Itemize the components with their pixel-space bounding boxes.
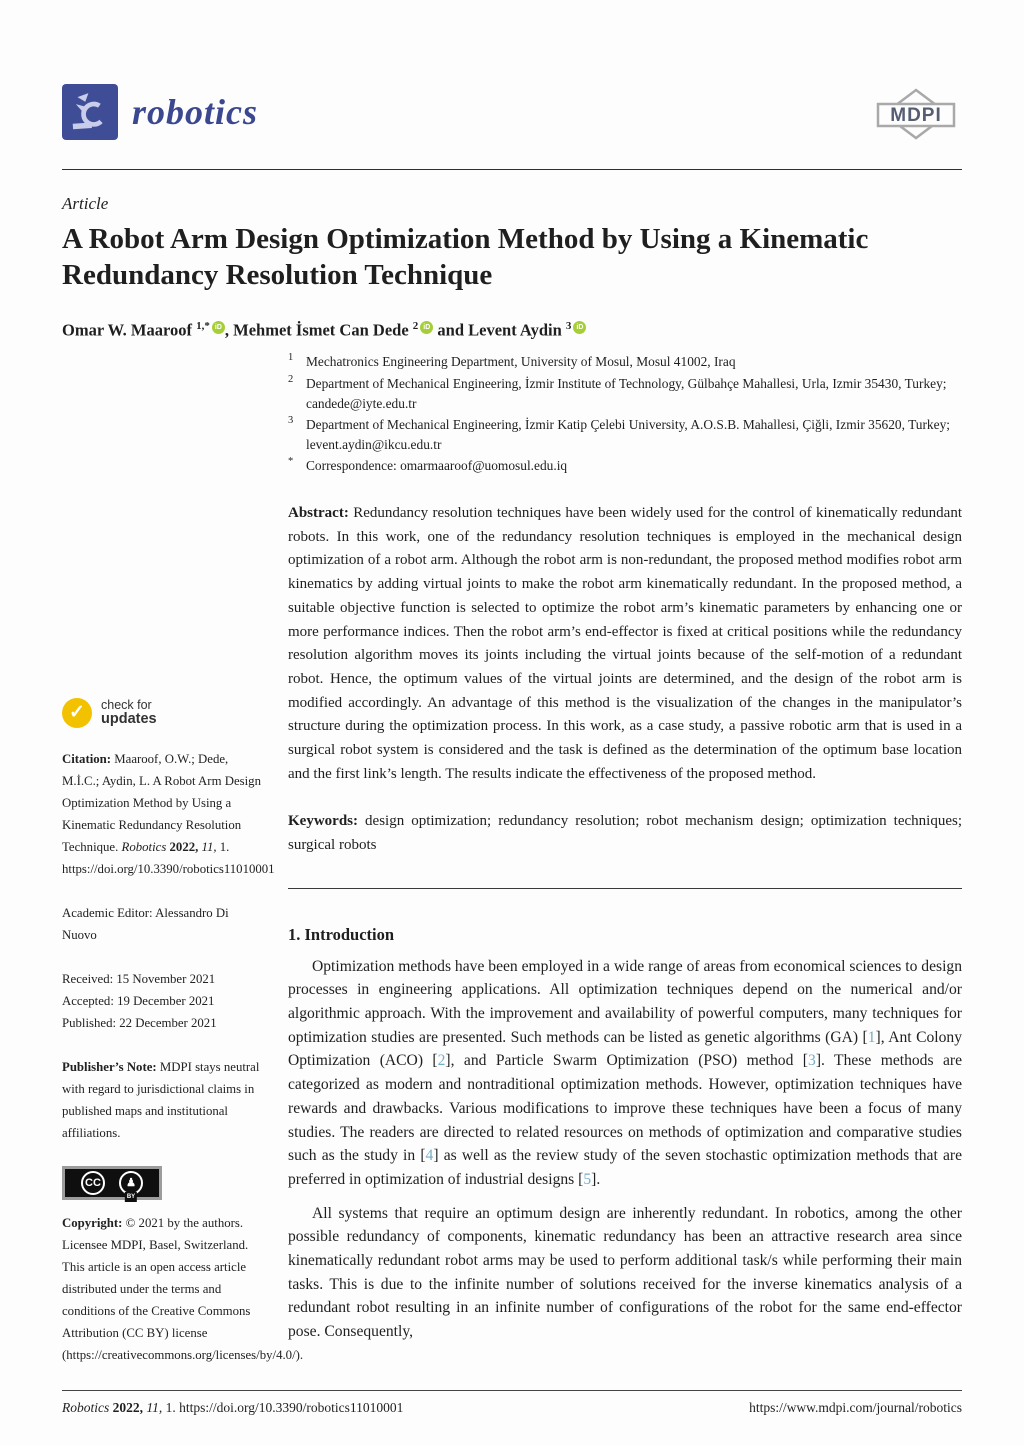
- author-name: Omar W. Maaroof: [62, 320, 193, 340]
- orcid-icon[interactable]: iD: [573, 321, 586, 334]
- citation-doi-link[interactable]: 1. https://doi.org/10.3390/robotics11010001: [62, 840, 275, 877]
- cc-by-license-badge[interactable]: [62, 1166, 162, 1200]
- orcid-icon[interactable]: iD: [212, 321, 225, 334]
- author-name: Levent Aydin: [468, 320, 562, 340]
- affiliation-marker: *: [288, 455, 294, 467]
- affiliation-text: Mechatronics Engineering Department, University of Mosul, Mosul 41002, Iraq: [306, 354, 736, 370]
- author-separator: and: [433, 320, 469, 340]
- published-date: Published: 22 December 2021: [62, 1016, 217, 1031]
- check-updates-line1: check for: [101, 697, 152, 712]
- check-icon: ✓: [62, 698, 92, 728]
- correspondence-text: Correspondence: omarmaaroof@uomosul.edu.iq: [306, 457, 568, 473]
- academic-editor-label: Academic Editor:: [62, 906, 153, 921]
- reference-link[interactable]: 5: [583, 1170, 592, 1188]
- left-sidebar: [62, 350, 304, 1388]
- cc-icon: CC: [81, 1171, 105, 1195]
- author-affil-sup: 3: [565, 319, 572, 332]
- received-date: Received: 15 November 2021: [62, 972, 216, 987]
- author-separator: ,: [224, 320, 234, 340]
- citation-year: 2022,: [169, 840, 199, 855]
- accepted-date: Accepted: 19 December 2021: [62, 994, 215, 1009]
- footer-doi-link[interactable]: 1. https://doi.org/10.3390/robotics11010001: [165, 1400, 404, 1415]
- page-title: A Robot Arm Design Optimization Method by Using a Kinematic Redundancy Resolution Technique: [62, 223, 869, 291]
- section-heading-introduction: 1. Introduction: [288, 924, 395, 944]
- page-header: [62, 0, 962, 155]
- header-divider: [62, 169, 962, 170]
- article-type-label: Article: [62, 194, 109, 213]
- affiliation-marker: 2: [288, 373, 294, 385]
- affiliation-marker: 1: [288, 352, 294, 364]
- author-affil-sup: 2: [412, 319, 419, 332]
- academic-editor-name: Alessandro Di Nuovo: [62, 906, 229, 943]
- publishers-note-block: [62, 1056, 262, 1144]
- affiliation-item: [288, 415, 962, 455]
- intro-paragraph-1: Optimization methods have been employed in a wide range of areas from economical sciences to design processes in engineering applications. All optimization techniques depend on the numerical and/or algorithmic approach. With the improvement and availability of powerful computers, many techniques for optimization studies are presented. Such methods can be listed as genetic algorithms (GA) [1], Ant Colony Optimization (ACO) [2], and Particle Swarm Optimization (PSO) method [3]. These methods are categorized as modern and nontraditional optimization methods. However, optimization techniques have rewards and drawbacks. Various modifications to improve these techniques have been a focus of many studies. The readers are directed to related resources on methods of optimization and comparative studies such as the study in [4] as well as the review study of the seven stochastic optimization methods that are preferred in optimization of industrial designs [5].: [288, 957, 963, 1188]
- citation-text: Maaroof, O.W.; Dede, M.İ.C.; Aydin, L. A Robot Arm Design Optimization Method by Using a Kinematic Redundancy Resolution Technique.: [62, 752, 261, 855]
- affiliation-marker: 3: [288, 414, 294, 426]
- citation-block: [62, 748, 275, 880]
- keywords-divider: [288, 888, 962, 889]
- check-for-updates-badge[interactable]: [62, 698, 262, 728]
- footer-divider: [62, 1390, 962, 1391]
- publishers-note-label: Publisher’s Note:: [62, 1060, 157, 1075]
- page-footer: [62, 1390, 962, 1416]
- copyright-block: [62, 1212, 304, 1366]
- citation-journal: Robotics: [121, 840, 167, 855]
- cc-by-person-icon: ♟ BY: [119, 1171, 143, 1195]
- citation-label: Citation:: [62, 752, 112, 767]
- journal-brand: [62, 84, 258, 140]
- intro-paragraph-2: All systems that require an optimum design are inherently redundant. In robotics, among the other possible redundancy of components, kinematic redundancy has been an attractive research area since kinematically redundant robot arms may be used to perform additional task/s while performing their main tasks. This is due to the infinite number of solutions received for the inverse kinematics analysis of a redundant robot resulting in an infinite number of configurations of the robot for the same end-effector pose. Consequently,: [288, 1204, 962, 1340]
- copyright-text: © 2021 by the authors. Licensee MDPI, Basel, Switzerland. This article is an open access article distributed under the terms and conditions of the Creative Commons Attribution (CC BY) license (https://creativecommons.org/licenses/by/4.0/).: [62, 1216, 304, 1363]
- mdpi-logo: [870, 88, 962, 155]
- main-column: [288, 350, 962, 1388]
- copyright-label: Copyright:: [62, 1216, 123, 1231]
- dates-block: [62, 968, 262, 1034]
- abstract-block: [288, 502, 962, 786]
- citation-volume: 11,: [201, 840, 217, 855]
- reference-link[interactable]: 1: [867, 1028, 876, 1046]
- orcid-icon[interactable]: iD: [420, 321, 433, 334]
- affiliation-item: [288, 374, 962, 414]
- svg-text:MDPI: MDPI: [890, 105, 942, 126]
- affiliation-item-correspondence: [288, 456, 962, 476]
- check-updates-line2: updates: [101, 711, 157, 728]
- author-affil-sup: 1,*: [196, 319, 210, 332]
- footer-citation: Robotics 2022, 11, 1. https://doi.org/10.3390/robotics11010001: [62, 1400, 404, 1415]
- reference-link[interactable]: 2: [437, 1052, 446, 1070]
- author-line: [62, 320, 962, 341]
- keywords-text: design optimization; redundancy resolution; robot mechanism design; optimization techniques; surgical robots: [288, 813, 962, 853]
- publishers-note-text: MDPI stays neutral with regard to jurisdictional claims in published maps and institutional affiliations.: [62, 1060, 260, 1141]
- abstract-label: Abstract:: [288, 505, 349, 522]
- affiliation-text: Department of Mechanical Engineering, İzmir Institute of Technology, Gülbahçe Mahallesi, Urla, Izmir 35430, Turkey; candede@iyte.edu.tr: [306, 375, 947, 411]
- footer-journal-url[interactable]: https://www.mdpi.com/journal/robotics: [749, 1400, 962, 1415]
- author-name: Mehmet İsmet Can Dede: [233, 320, 409, 340]
- reference-link[interactable]: 4: [425, 1147, 434, 1165]
- keywords-block: [288, 810, 962, 857]
- academic-editor-block: [62, 902, 262, 946]
- journal-name: robotics: [132, 92, 259, 132]
- affiliation-text: Department of Mechanical Engineering, İzmir Katip Çelebi University, A.O.S.B. Mahallesi, Çiğli, Izmir 35620, Turkey; levent.aydin@ikcu.edu.tr: [306, 416, 950, 452]
- robotics-logo-icon: [62, 84, 118, 140]
- keywords-label: Keywords:: [288, 813, 358, 830]
- abstract-text: Redundancy resolution techniques have been widely used for the control of kinematically redundant robots. In this work, one of the redundancy resolution techniques is employed in the mechanical design optimization of a robot arm. Although the robot arm is non-redundant, the proposed method modifies robot arm kinematics by adding virtual joints to make the robot arm kinematically redundant. In the proposed method, a suitable objective function is selected to optimize the robot arm’s kinematic parameters by enhancing one or more performance indices. Then the robot arm’s end-effector is fixed at critical positions while the redundancy resolution algorithm moves its joints including the virtual joints because of the self-motion of a redundant robot. Hence, the optimum values of the virtual joints are determined, and the design of the robot arm is modified accordingly. An advantage of this method is the visualization of the changes in the manipulator’s structure during the optimization process. In this work, as a case study, a passive robotic arm that is used in a surgical robot system is considered and the task is defined as the determination of the optimum base location and the first link’s length. The results indicate the effectiveness of the proposed method.: [288, 505, 963, 782]
- affiliations-list: [288, 352, 962, 476]
- reference-link[interactable]: 3: [808, 1052, 816, 1070]
- affiliation-item: [288, 352, 962, 372]
